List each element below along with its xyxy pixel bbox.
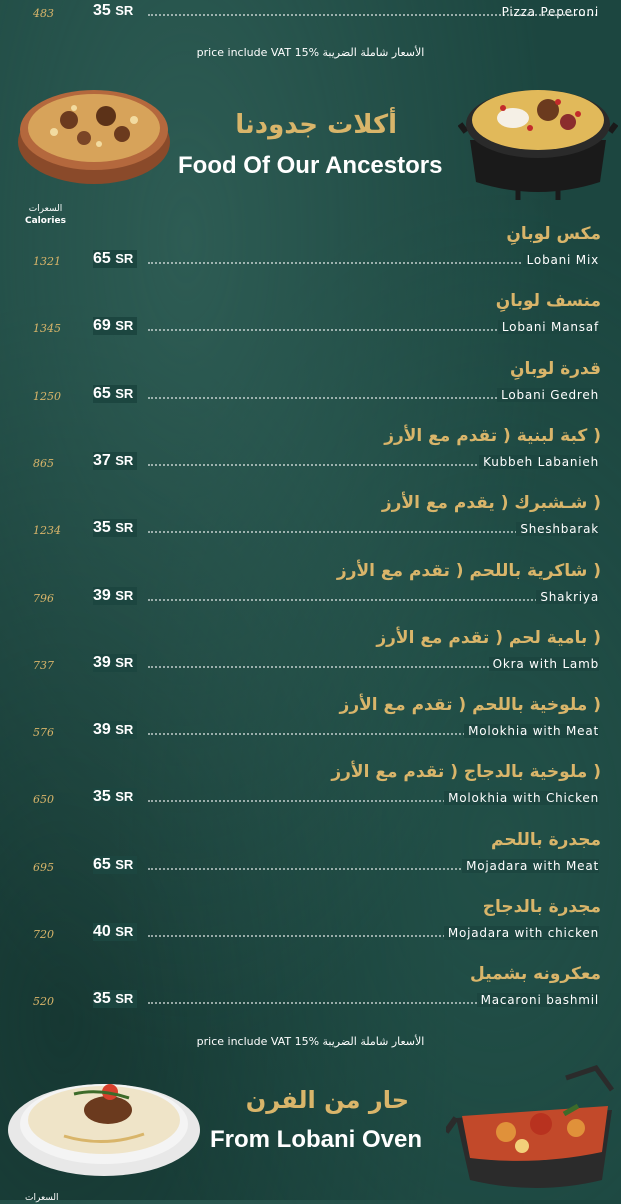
item-name-ar: مجدرة باللحم [490, 829, 601, 850]
item-name-en: Molokhia with Meat [464, 724, 599, 738]
item-name-en: Okra with Lamb [489, 657, 599, 671]
item-price: 39 SR [93, 587, 137, 605]
item-calories: 1250 [33, 389, 61, 403]
item-calories: 720 [33, 928, 54, 941]
menu-item [0, 695, 621, 755]
item-price: 35 SR [93, 788, 137, 806]
item-name-ar: معكرونه بشميل [470, 964, 601, 985]
menu-item-top [0, 0, 621, 36]
item-name-en: Sheshbarak [516, 522, 599, 536]
item-price: 39 SR [93, 721, 137, 739]
item-name-ar: ( شاكرية باللحم ( تقدم مع الأرز [336, 560, 601, 581]
item-price: 39 SR [93, 654, 137, 672]
item-name-ar: ( ملوخية بالدجاج ( تقدم مع الأرز [331, 762, 601, 783]
section2-title-en: From Lobani Oven [210, 1126, 423, 1153]
item-price: 37 SR [93, 452, 137, 470]
vat-note: price include VAT 15% الأسعار شاملة الضريبة [196, 1035, 425, 1048]
menu-item [0, 359, 621, 419]
menu-item [0, 762, 621, 822]
menu-item [0, 291, 621, 351]
item-price: 35 SR [93, 990, 137, 1008]
item-name-en: Mojadara with chicken [444, 926, 599, 940]
item-name-en: Lobani Mansaf [498, 320, 599, 334]
item-calories: 865 [33, 456, 54, 470]
item-name-en: Macaroni bashmil [477, 993, 599, 1007]
calories-header-2 [25, 1192, 59, 1204]
item-price: 65 SR [93, 250, 137, 268]
item-price: 69 SR [93, 317, 137, 335]
item-calories: 1234 [33, 524, 61, 538]
item-price: 65 SR [93, 385, 137, 403]
menu-item [0, 224, 621, 284]
menu-item [0, 830, 621, 890]
item-name-ar: مجدرة بالدجاج [482, 897, 601, 917]
calories-header-ar: السعرات [28, 204, 63, 214]
item-calories: 1345 [33, 322, 61, 336]
item-name-ar: مكس لوبانِ [506, 224, 601, 244]
item-price: 65 SR [93, 856, 137, 874]
mansaf-dish-image [14, 72, 174, 192]
item-calories: 796 [33, 591, 54, 605]
item-price: 35 SR [93, 519, 137, 537]
item-calories: 650 [33, 793, 54, 807]
vat-note: price include VAT 15% الأسعار شاملة الضريبة [196, 46, 425, 59]
item-name-en: Kubbeh Labanieh [479, 455, 599, 469]
menu-item [0, 897, 621, 957]
oven-dish-image [446, 1060, 618, 1195]
item-price: 35 SR [93, 2, 134, 19]
item-calories: 737 [33, 658, 54, 672]
menu-item [0, 493, 621, 553]
item-name-en: Mojadara with Meat [462, 859, 599, 873]
item-name-ar: قدرة لوبانِ [509, 358, 601, 379]
item-name-ar: ( شـشبرك ( يقدم مع الأرز [381, 493, 601, 514]
item-calories: 695 [33, 860, 54, 874]
section-title-ar: أكلات جدودنا [235, 110, 397, 140]
calories-header-ar: السعرات [25, 1193, 59, 1203]
dotted-leader [148, 599, 597, 601]
section2-title-ar: حار من الفرن [245, 1086, 409, 1114]
section-title-en: Food Of Our Ancestors [178, 152, 443, 179]
item-name-en: Lobani Gedreh [497, 388, 599, 402]
item-calories: 576 [33, 726, 54, 740]
menu-item [0, 628, 621, 688]
item-name-ar: منسف لوبانِ [495, 291, 601, 312]
calories-header-en: Calories [25, 216, 66, 226]
menu-item [0, 561, 621, 621]
item-name-ar: ( بامية لحم ( تقدم مع الأرز [376, 627, 601, 648]
item-name-ar: ( ملوخية باللحم ( تقدم مع الأرز [339, 695, 601, 716]
item-calories: 1321 [33, 255, 61, 268]
item-name-en: Pizza Peperoni [501, 5, 599, 19]
item-name-en: Shakriya [536, 590, 599, 604]
menu-item [0, 426, 621, 486]
item-calories: 483 [33, 7, 54, 20]
item-name-en: Molokhia with Chicken [444, 791, 599, 805]
item-name-ar: ( كبة لبنية ( تقدم مع الأرز [384, 425, 601, 446]
item-name-en: Lobani Mix [523, 253, 599, 267]
item-price: 40 SR [93, 923, 137, 941]
item-calories: 520 [33, 995, 54, 1009]
menu-item [0, 964, 621, 1024]
rice-pot-image [458, 62, 618, 202]
mansaf-bowl-image [4, 1058, 204, 1183]
